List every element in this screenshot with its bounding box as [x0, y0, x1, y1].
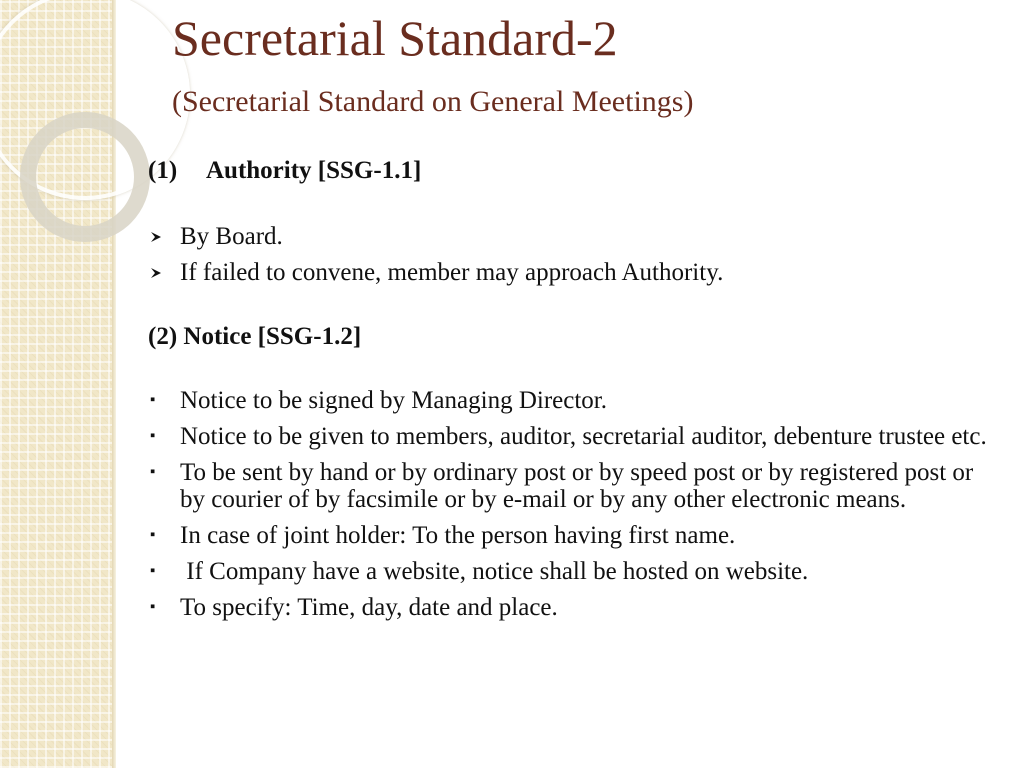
list-item [148, 387, 998, 414]
square-bullet-icon: ▪ [150, 527, 156, 543]
list-item [148, 558, 998, 585]
square-bullet-icon: ▪ [150, 464, 156, 480]
section-heading-authority [148, 155, 998, 187]
list-item [148, 423, 998, 450]
section-title: Authority [SSG-1.1] [206, 157, 422, 184]
notice-list [148, 387, 998, 621]
list-item-text: By Board. [180, 223, 283, 250]
list-item-text: If Company have a website, notice shall be hosted on website. [180, 558, 809, 585]
list-item-text: To be sent by hand or by ordinary post or by speed post or by registered post or by courier of by facsimile or by e-mail or by any other electronic means. [180, 459, 974, 513]
square-bullet-icon: ▪ [150, 563, 156, 579]
arrow-bullet-icon [150, 231, 162, 243]
list-item-text: To specify: Time, day, date and place. [180, 594, 558, 621]
list-item-text: In case of joint holder: To the person having first name. [180, 522, 736, 549]
slide-title: Secretarial Standard-2 [172, 10, 618, 66]
list-item [148, 223, 998, 250]
slide-subtitle: (Secretarial Standard on General Meetings) [172, 85, 694, 118]
square-bullet-icon: ▪ [150, 599, 156, 615]
arrow-bullet-icon [150, 267, 162, 279]
section-heading-notice: (2) Notice [SSG-1.2] [148, 323, 362, 350]
list-item [148, 594, 998, 621]
slide-content [148, 155, 998, 630]
list-item [148, 259, 998, 286]
decorative-ring-small [20, 112, 150, 242]
square-bullet-icon: ▪ [150, 428, 156, 444]
list-item [148, 522, 998, 549]
list-item-text: Notice to be given to members, auditor, secretarial auditor, debenture trustee etc. [180, 423, 987, 450]
square-bullet-icon: ▪ [150, 392, 156, 408]
list-item-text: Notice to be signed by Managing Director. [180, 387, 607, 414]
authority-list [148, 223, 998, 286]
section-number: (1) [148, 157, 178, 184]
list-item-text: If failed to convene, member may approach Authority. [180, 259, 724, 286]
list-item [148, 459, 998, 513]
